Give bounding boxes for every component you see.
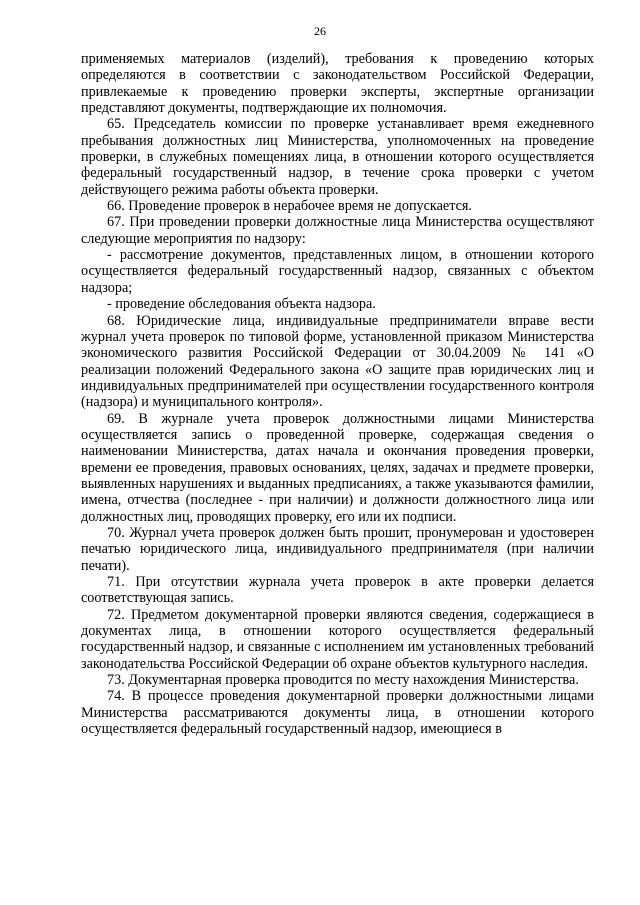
document-body bbox=[81, 51, 594, 737]
paragraph-65: 65. Председатель комиссии по проверке устанавливает время ежедневного пребывания должностных лиц Министерства, уполномоченных на проведение проверки, в служебных помещениях лица, в отношении которого осуществляется федеральный государственный надзор, в течение срока проверки с учетом действующего режима работы объекта проверки. bbox=[81, 116, 594, 198]
paragraph-69: 69. В журнале учета проверок должностными лицами Министерства осуществляется запись о проведенной проверке, содержащая сведения о наименовании Министерства, датах начала и окончания проведения проверки, времени ее проведения, правовых основаниях, целях, задачах и предмете проверки, выявленных нарушениях и выданных предписаниях, а также указываются фамилии, имена, отчества (последнее - при наличии) и должности должностного лица или должностных лиц, проводящих проверку, его или их подписи. bbox=[81, 410, 594, 525]
list-item-documents-review: - рассмотрение документов, представленных лицом, в отношении которого осуществляется федеральный государственный надзор, связанных с объектом надзора; bbox=[81, 247, 594, 296]
paragraph-71: 71. При отсутствии журнала учета проверок в акте проверки делается соответствующая запись. bbox=[81, 574, 594, 607]
paragraph-continuation: применяемых материалов (изделий), требования к проведению которых определяются в соответствии с законодательством Российской Федерации, привлекаемые к проведению проверки эксперты, экспертные организации представляют документы, подтверждающие их полномочия. bbox=[81, 51, 594, 117]
paragraph-72: 72. Предметом документарной проверки являются сведения, содержащиеся в документах лица, в отношении которого осуществляется федеральный государственный надзор, и связанные с исполнением им установленных требований законодательства Российской Федерации об охране объектов культурного наследия. bbox=[81, 606, 594, 672]
paragraph-68: 68. Юридические лица, индивидуальные предприниматели вправе вести журнал учета проверок по типовой форме, установленной приказом Министерства экономического развития Российской Федерации от 30.04.2009 № 141 «О реализации положений Федерального закона «О защите прав юридических лиц и индивидуальных предпринимателей при осуществлении государственного контроля (надзора) и муниципального контроля». bbox=[81, 312, 594, 411]
paragraph-70: 70. Журнал учета проверок должен быть прошит, пронумерован и удостоверен печатью юридического лица, индивидуального предпринимателя (при наличии печати). bbox=[81, 524, 594, 574]
paragraph-73: 73. Документарная проверка проводится по месту нахождения Министерства. bbox=[107, 672, 579, 689]
paragraph-66: 66. Проведение проверок в нерабочее время не допускается. bbox=[107, 198, 472, 215]
page-number: 26 bbox=[314, 24, 326, 38]
paragraph-74: 74. В процессе проведения документарной проверки должностными лицами Министерства рассматриваются документы лица, в отношении которого осуществляется федеральный государственный надзор, имеющиеся в bbox=[81, 688, 594, 738]
paragraph-67: 67. При проведении проверки должностные лица Министерства осуществляют следующие мероприятия по надзору: bbox=[81, 214, 594, 247]
list-item-inspection: - проведение обследования объекта надзора. bbox=[107, 296, 376, 313]
